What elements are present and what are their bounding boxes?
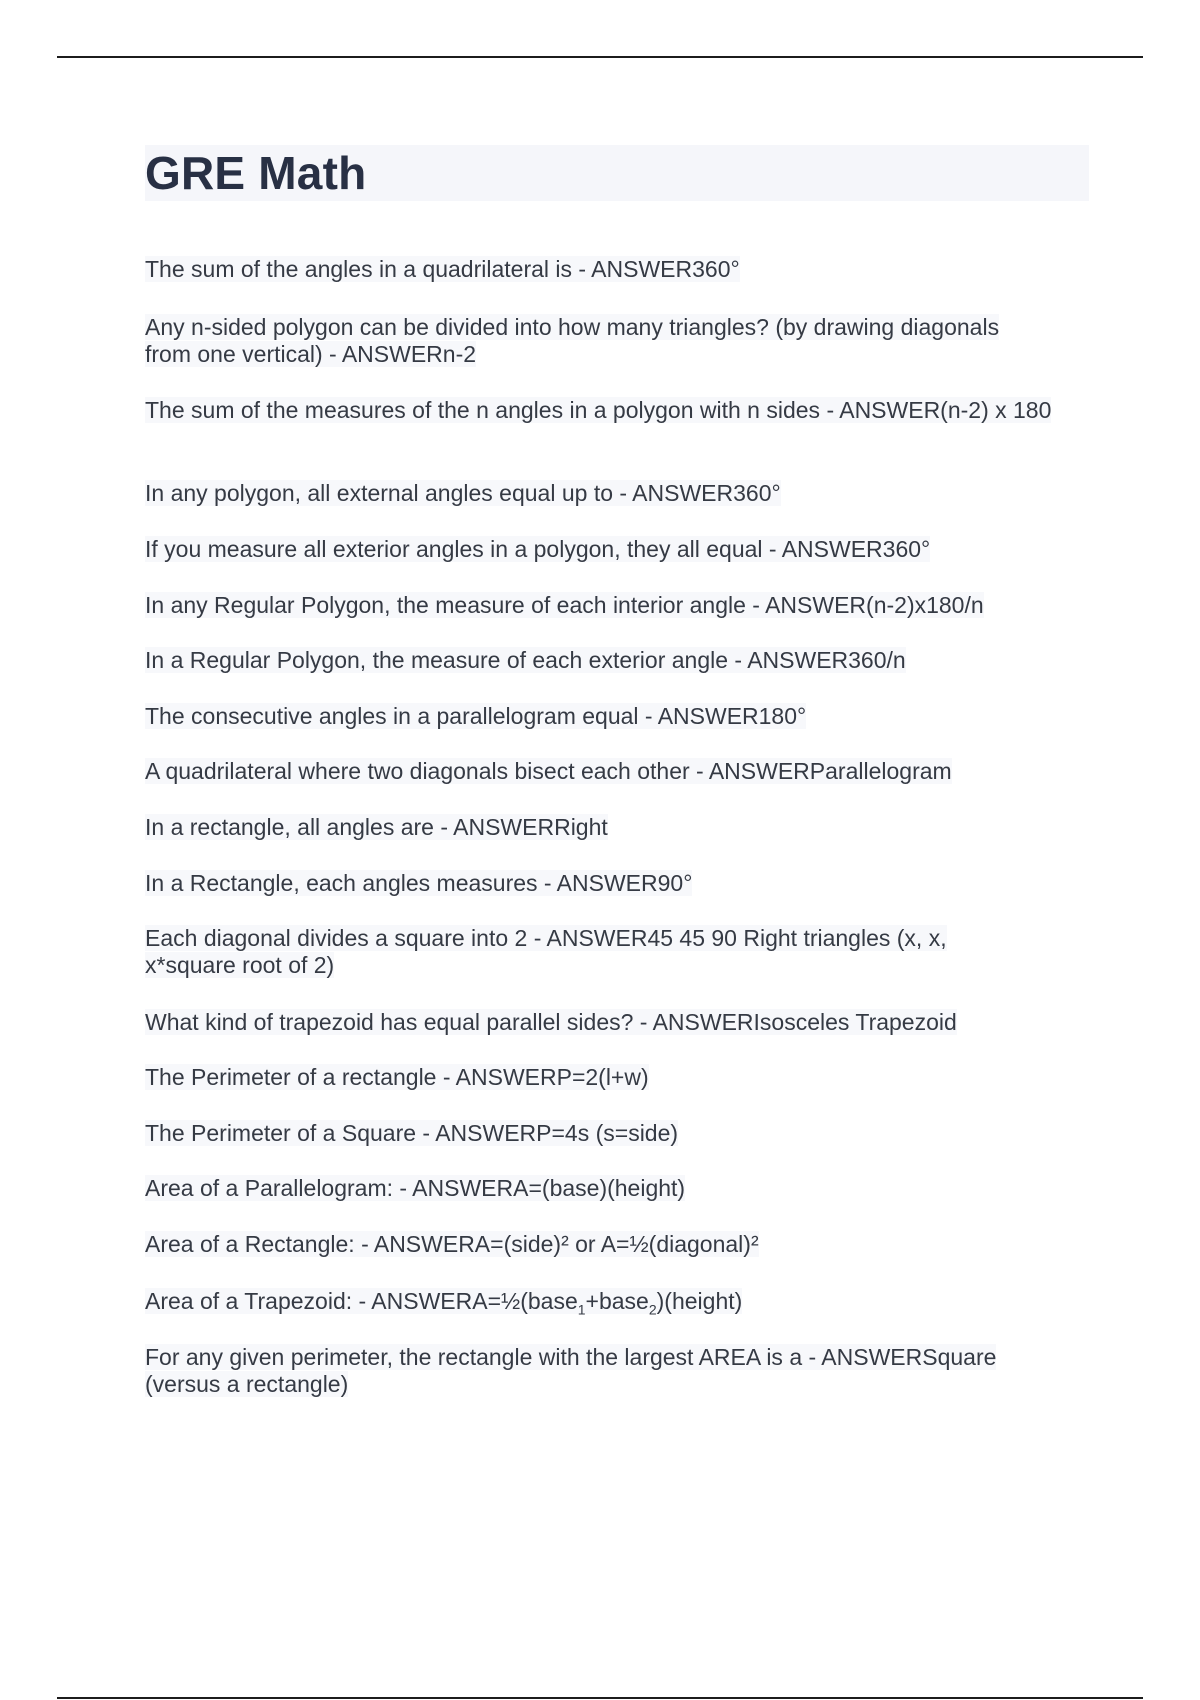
qa-text: The sum of the angles in a quadrilateral is - ANSWER360° (145, 256, 740, 282)
formula-suffix: )(height) (656, 1288, 743, 1314)
qa-text: Area of a Rectangle: - ANSWERA=(side)² or A=½(diagonal)² (145, 1231, 759, 1257)
qa-item (145, 758, 1065, 785)
qa-text: The Perimeter of a Square - ANSWERP=4s (s=side) (145, 1120, 679, 1146)
qa-item (145, 1064, 1065, 1091)
qa-item (145, 480, 1065, 507)
top-rule (57, 56, 1143, 58)
qa-item (145, 870, 1065, 897)
formula-middle: +base (585, 1288, 649, 1314)
qa-text: The consecutive angles in a parallelogram equal - ANSWER180° (145, 703, 807, 729)
bottom-rule (57, 1697, 1143, 1699)
qa-text: The Perimeter of a rectangle - ANSWERP=2(l+w) (145, 1064, 649, 1090)
qa-text (145, 1288, 743, 1318)
qa-text: In a Rectangle, each angles measures - ANSWER90° (145, 870, 693, 896)
qa-item (145, 256, 1065, 283)
qa-item (145, 1120, 1065, 1147)
qa-item (145, 1175, 1065, 1202)
qa-text: A quadrilateral where two diagonals bisect each other - ANSWERParallelogram (145, 758, 952, 784)
qa-item (145, 647, 1065, 674)
qa-item (145, 314, 1045, 368)
qa-text: In a Regular Polygon, the measure of each exterior angle - ANSWER360/n (145, 647, 906, 673)
qa-text: Each diagonal divides a square into 2 - ANSWER45 45 90 Right triangles (x, x, x*square root of 2) (145, 925, 947, 978)
qa-item (145, 397, 1075, 424)
qa-item (145, 703, 1065, 730)
qa-item-trapezoid-area (145, 1288, 1065, 1318)
qa-item (145, 1344, 1075, 1398)
qa-item (145, 814, 1065, 841)
formula-prefix: Area of a Trapezoid: - ANSWERA=½(base (145, 1288, 578, 1314)
qa-text: What kind of trapezoid has equal parallel sides? - ANSWERIsosceles Trapezoid (145, 1009, 957, 1035)
qa-text: Area of a Parallelogram: - ANSWERA=(base)(height) (145, 1175, 686, 1201)
qa-item (145, 592, 1065, 619)
qa-text: In a rectangle, all angles are - ANSWERRight (145, 814, 608, 840)
qa-text: If you measure all exterior angles in a polygon, they all equal - ANSWER360° (145, 536, 931, 562)
qa-text: For any given perimeter, the rectangle with the largest AREA is a - ANSWERSquare (versus a rectangle) (145, 1344, 997, 1397)
subscript-2: 2 (648, 1301, 657, 1318)
qa-text: In any polygon, all external angles equal up to - ANSWER360° (145, 480, 781, 506)
qa-text: Any n-sided polygon can be divided into how many triangles? (by drawing diagonals from one vertical) - ANSWERn-2 (145, 314, 1000, 367)
subscript-1: 1 (577, 1301, 586, 1318)
qa-item (145, 1231, 1065, 1258)
page-title: GRE Math (145, 147, 367, 199)
qa-text: In any Regular Polygon, the measure of each interior angle - ANSWER(n-2)x180/n (145, 592, 984, 618)
qa-item (145, 1009, 1065, 1036)
qa-text: The sum of the measures of the n angles in a polygon with n sides - ANSWER(n-2) x 180 (145, 397, 1052, 423)
qa-item (145, 536, 1065, 563)
qa-item (145, 925, 1025, 979)
